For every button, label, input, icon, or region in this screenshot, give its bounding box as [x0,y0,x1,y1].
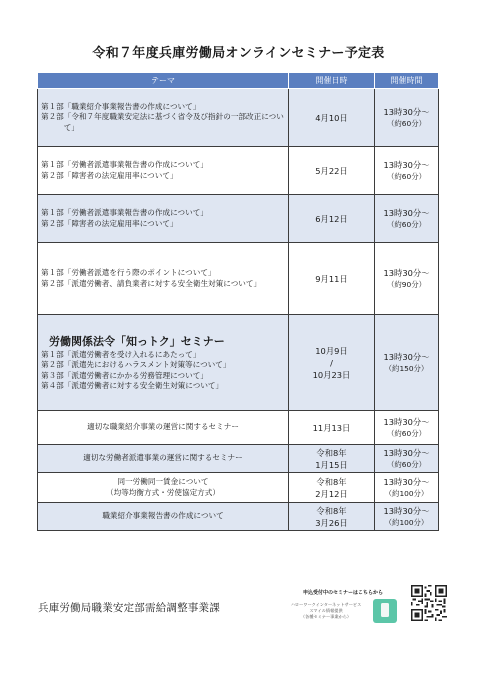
part-label: 第１部 [41,268,64,277]
theme-cell [38,243,289,315]
part-title: 「職業紹介事業報告書の作成について」 [63,101,201,111]
date-text: 10月9日 [315,345,348,356]
part-label: 第３部 [41,370,64,380]
part-title: 「労働者派遣事業報告書の作成について」 [63,160,208,169]
part-title: 「派遣労働者を受け入れるにあたって」 [63,349,201,359]
part-label: 第２部 [41,112,64,122]
table-row [38,411,439,445]
page-title: 令和７年度兵庫労働局オンラインセミナー予定表 [92,46,385,61]
date-cell [289,473,375,503]
date-cell [289,147,375,195]
time-cell [375,445,439,473]
date-text: 4月10日 [315,112,348,123]
duration: （約60分） [387,219,426,229]
start-time: 13時30分～ [383,106,430,117]
date-text: / [330,357,333,368]
part-title: 「障害者の法定雇用率について」 [63,218,178,228]
time-cell [375,89,439,147]
table-row [38,147,439,195]
table-row [38,243,439,315]
part-label: 第１部 [41,349,64,359]
duration: （約60分） [387,118,426,128]
theme-cell [38,195,289,243]
part-title: 「派遣労働者にかかる労務管理について」 [63,370,208,380]
part-label: 第２部 [41,360,64,369]
table-row [38,445,439,473]
qr-code-icon[interactable] [411,585,447,621]
date-cell [289,195,375,243]
duration: （約150分） [384,363,429,373]
date-text: 令和8年 [316,505,347,516]
part-label: 第２部 [41,170,64,180]
date-cell [289,503,375,531]
part-label: 第２部 [41,218,64,228]
time-cell [375,315,439,411]
table-row [38,503,439,531]
time-cell [375,473,439,503]
date-cell [289,315,375,411]
time-cell [375,503,439,531]
table-header-row [38,73,439,89]
theme-cell [38,473,289,503]
date-text: 2月12日 [315,488,348,499]
part-title: 「派遣労働者に対する安全衛生対策について」 [63,381,224,390]
date-cell [289,89,375,147]
promo-line: スマイル情報提供 [309,608,343,613]
date-text: 令和8年 [316,447,347,458]
promo-line: （各種セミナー事業から） [300,614,352,619]
table-row [38,195,439,243]
header-time: 開催時間 [375,73,439,89]
department-name: 兵庫労働局職業安定部需給調整事業課 [38,602,220,614]
promo-heading: 申込受付中のセミナーはこちらから [302,590,383,596]
date-text: 3月26日 [315,517,348,528]
part-label: 第１部 [41,101,64,111]
date-text: 1月15日 [315,459,348,470]
seminar-heading: 労働関係法令「知っトク」セミナー [49,334,225,348]
date-text: 10月23日 [312,369,351,380]
theme-cell [38,503,289,531]
start-time: 13時30分～ [383,207,430,218]
schedule-table [37,72,439,531]
start-time: 13時30分～ [383,351,430,362]
header-date: 開催日時 [289,73,375,89]
part-label: 第４部 [41,381,64,390]
part-label: 第１部 [41,208,64,217]
start-time: 13時30分～ [383,447,430,458]
start-time: 13時30分～ [383,505,430,516]
theme-cell [38,315,289,411]
theme-cell [38,147,289,195]
smartphone-icon [373,599,397,623]
date-text: 9月11日 [315,273,348,284]
duration: （約60分） [387,171,426,181]
part-title: 「派遣労働者、請負業者に対する安全衛生対策について」 [63,278,262,288]
date-text: 6月12日 [315,213,348,224]
start-time: 13時30分～ [383,159,430,170]
time-cell [375,243,439,315]
part-label: 第１部 [41,160,64,169]
part-title: 「派遣先におけるハラスメント対策等について」 [63,360,231,369]
time-cell [375,147,439,195]
seminar-title: （均等均衡方式・労使協定方式） [106,487,220,497]
seminar-title: 適切な労働者派遣事業の運営に関するセミナー [83,453,243,463]
promo-block [283,589,403,623]
part-label: 第２部 [41,278,64,288]
duration: （約100分） [384,488,429,498]
date-text: 11月13日 [312,422,351,433]
table-row [38,473,439,503]
theme-cell [38,445,289,473]
duration: （約60分） [387,428,426,438]
date-cell [289,243,375,315]
duration: （約100分） [384,517,429,527]
theme-cell [38,89,289,147]
header-theme: テーマ [38,73,289,89]
seminar-title: 同一労働同一賃金について [117,477,209,486]
table-row [38,89,439,147]
start-time: 13時30分～ [383,476,430,487]
start-time: 13時30分～ [383,416,430,427]
duration: （約90分） [387,279,426,289]
date-text: 令和8年 [316,476,347,487]
part-title: 「令和７年度職業安定法に基づく省令及び指針の一部改正について」 [63,112,284,132]
start-time: 13時30分～ [383,267,430,278]
part-title: 「労働者派遣を行う際のポイントについて」 [63,268,216,277]
theme-cell [38,411,289,445]
part-title: 「労働者派遣事業報告書の作成について」 [63,208,208,217]
time-cell [375,411,439,445]
promo-line: ハローワークインターネットサービス [290,602,362,607]
time-cell [375,195,439,243]
table-row [38,315,439,411]
date-cell [289,445,375,473]
date-text: 5月22日 [315,165,348,176]
date-cell [289,411,375,445]
seminar-title: 職業紹介事業報告書の作成について [102,511,224,521]
part-title: 「障害者の法定雇用率について」 [63,170,178,180]
duration: （約60分） [387,459,426,469]
promo-text [283,602,369,620]
seminar-title: 適切な職業紹介事業の運営に関するセミナー [87,422,239,432]
